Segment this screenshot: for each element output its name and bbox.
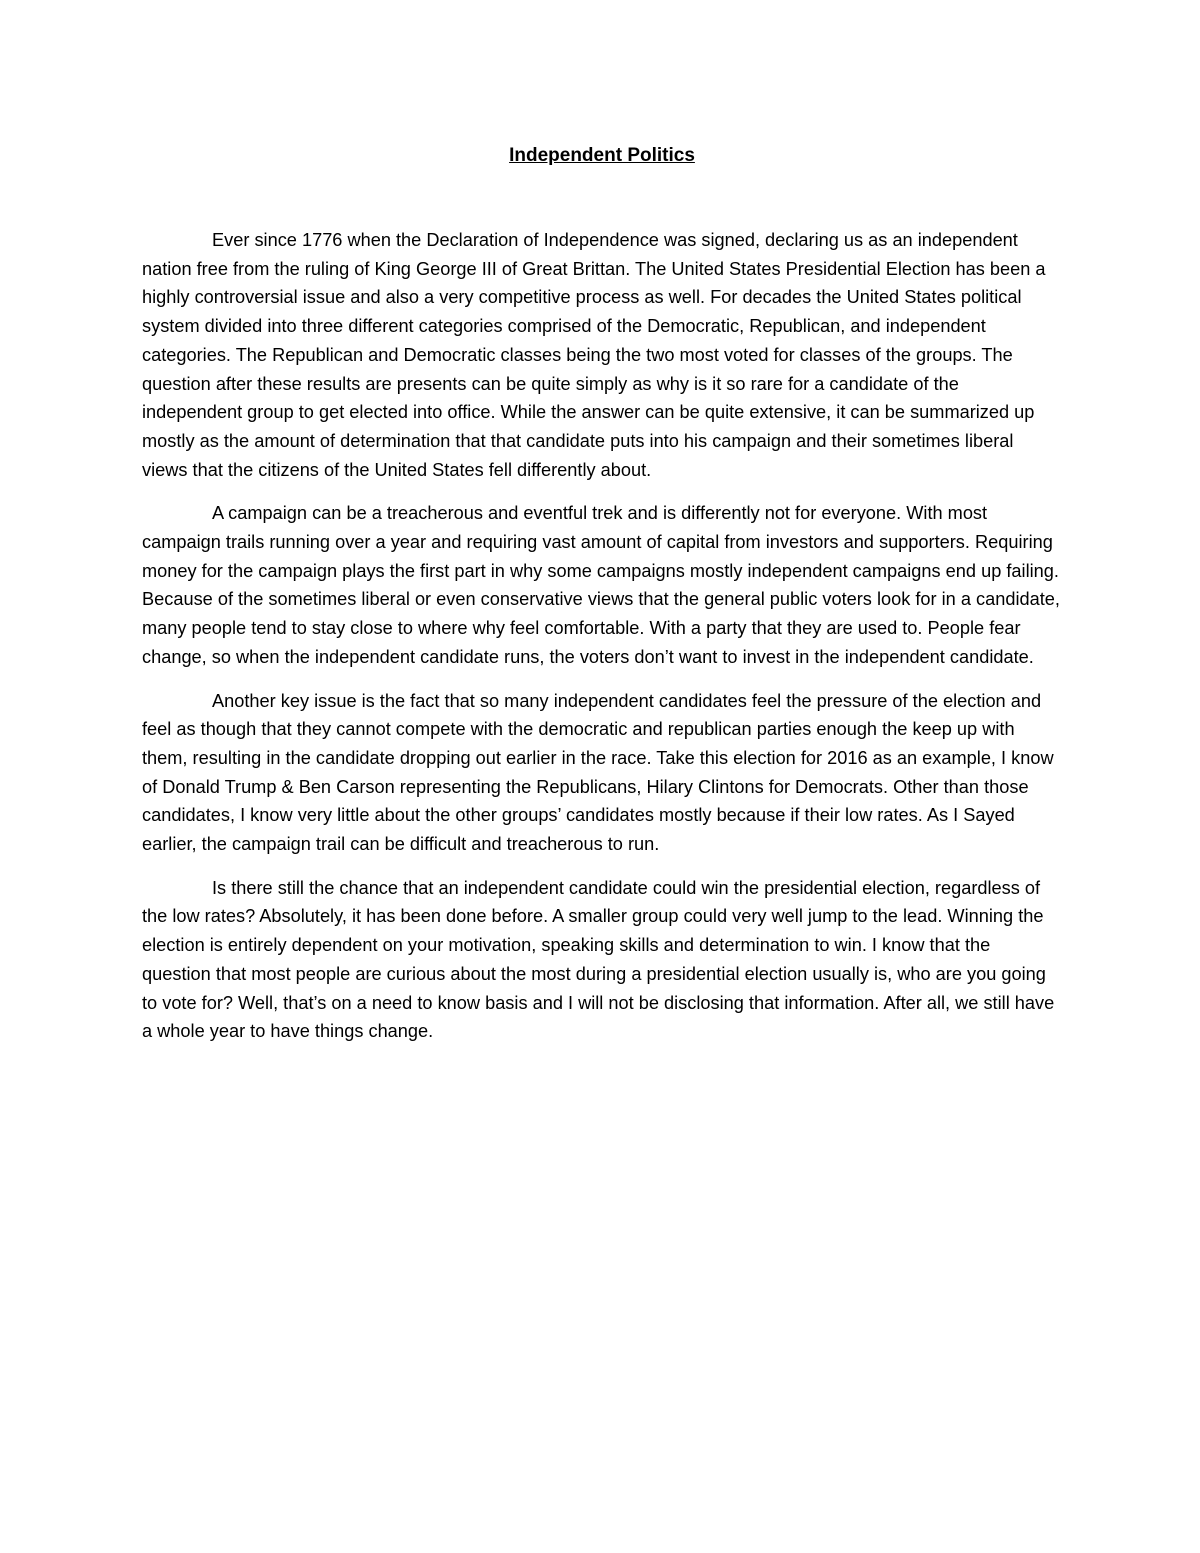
document-title: Independent Politics (509, 145, 695, 166)
paragraph-3: Another key issue is the fact that so many independent candidates feel the pressure of the election and feel as though that they cannot compete with the democratic and republican parties enough the keep up with them, resulting in the candidate dropping out earlier in the race. Take this election for 2016 as an example, I know of Donald Trump & Ben Carson representing the Republicans, Hilary Clintons for Democrats. Other than those candidates, I know very little about the other groups’ candidates mostly because if their low rates. As I Sayed earlier, the campaign trail can be difficult and treacherous to run. (142, 690, 1054, 855)
paragraph-4: Is there still the chance that an independent candidate could win the presidential election, regardless of the low rates? Absolutely, it has been done before. A smaller group could very well jump to the lead. Winning the election is entirely dependent on your motivation, speaking skills and determination to win. I know that the question that most people are curious about the most during a presidential election usually is, who are you going to vote for? Well, that’s on a need to know basis and I will not be disclosing that information. After all, we still have a whole year to have things change. (142, 877, 1055, 1042)
paragraph-2: A campaign can be a treacherous and eventful trek and is differently not for everyone. With most campaign trails running over a year and requiring vast amount of capital from investors and supporters. Requiring money for the campaign plays the first part in why some campaigns mostly independent campaigns end up failing. Because of the sometimes liberal or even conservative views that the general public voters look for in a candidate, many people tend to stay close to where why feel comfortable. With a party that they are used to. People fear change, so when the independent candidate runs, the voters don’t want to invest in the independent candidate. (142, 503, 1060, 667)
document-body (142, 140, 1062, 1061)
paragraph-1: Ever since 1776 when the Declaration of Independence was signed, declaring us as an independent nation free from the ruling of King George III of Great Brittan. The United States Presidential Election has been a highly controversial issue and also a very competitive process as well. For decades the United States political system divided into three different categories comprised of the Democratic, Republican, and independent categories. The Republican and Democratic classes being the two most voted for classes of the groups. The question after these results are presents can be quite simply as why is it so rare for a candidate of the independent group to get elected into office. While the answer can be quite extensive, it can be summarized up mostly as the amount of determination that that candidate puts into his campaign and their sometimes liberal views that the citizens of the United States fell differently about. (142, 230, 1046, 480)
